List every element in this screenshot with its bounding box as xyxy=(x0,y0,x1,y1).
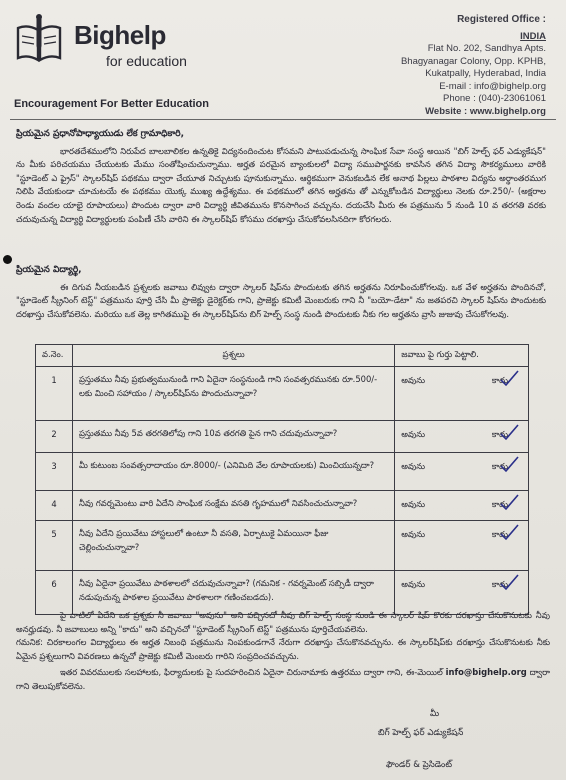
organization-signature: బిగ్ హెల్ప్ ఫర్ ఎడ్యుకేషన్ xyxy=(378,728,464,738)
bighelp-book-logo-icon xyxy=(14,14,64,66)
closing-word: మీ xyxy=(430,709,440,719)
contact-paragraph xyxy=(16,666,550,693)
note-paragraph: గమనిక: చిరకాలంగల విద్యార్థులు ఈ అర్హత నిబంధి పత్రమును నింపకుండగానే నేరుగా దరఖాస్తు చేసుకొనవచ్చును. ఈ స్కాలర్‌షిప్‌కు దరఖాస్తు చేసుకొనుటకు నీకు ఏమైన ప్రశ్నలుగాని వివరణలు ఉన్నచో ప్రాజెక్టు కమిటీ మెంబరు గారిని సంప్రదించవచ్చును. xyxy=(16,637,550,661)
address-line: Bhagyanagar Colony, Opp. KPHB, xyxy=(400,55,546,67)
checkmark-icon xyxy=(498,423,520,443)
answer-cell xyxy=(395,571,529,615)
salutation-headmaster: ప్రియమైన ప్రధానోపాధ్యాయుడు లేక గ్రామాధికారి, xyxy=(16,129,185,139)
student-paragraph: ఈ దిగువ నీయబడిన ప్రశ్నలకు జవాబు లివ్వుట ద్వారా స్కాలర్ షిప్‌ను పొందుటకు తగిన అర్హతను నిరూపించుకోగలవు. ఒక వేళ అర్హతను పొందినచో, "స్టూడెంట్ స్క్రీనింగ్ టెస్ట్" పత్రమును పూర్తి చేసి మీ ప్రాజెక్టు డైరెక్టర్‌కు గాని, ప్రాజెక్టు కమిటీ మెంబరుకు గాని నీ "బయో-డేటా" ను జతపరచి స్కాలర్ షిప్‌ను పొందుటకు దరఖాస్తు చేసుకోవలెను. మరియు ఒక తెల్ల కాగితముపై ఈ స్కాలర్‌షిప్‌ను బిగ్ హెల్ప్ సంస్థ నుండి పొందుటకు నీకు గల అర్హతను వ్రాసి జుజువు చేసుకోగలవు. xyxy=(16,281,546,319)
answer-cell xyxy=(395,521,529,571)
col-header-number: వ.నెం. xyxy=(36,345,73,367)
question-text: నీవు ఏదైనా ప్రయివేటు పాఠశాలలో చదువుచున్నావా? (గమనిక - గవర్నమెంట్ సబ్సిడీ ద్వారా నడుపుచున్న పాఠశాల ప్రయివేటు పాఠశాలగా గణించబడదు). xyxy=(72,571,394,615)
answer-no[interactable]: కాదు xyxy=(491,375,508,385)
table-header-row xyxy=(36,345,529,367)
office-heading: Registered Office : xyxy=(457,14,546,25)
brand-name: Bighelp xyxy=(74,20,166,50)
row-number: 1 xyxy=(36,367,73,421)
checkmark-icon xyxy=(498,455,520,475)
table-row xyxy=(36,521,529,571)
checkmark-icon xyxy=(498,369,520,389)
office-phone: Phone : (040)-23061061 xyxy=(443,93,546,104)
address-line: Flat No. 202, Sandhya Apts. xyxy=(427,43,546,54)
contact-email[interactable]: info@bighelp.org xyxy=(445,667,527,678)
answer-cell xyxy=(395,453,529,491)
checkmark-icon xyxy=(498,573,520,593)
table-row xyxy=(36,571,529,615)
question-text: ప్రస్తుతము నీవు 5వ తరగతిలోపు గాని 10వ తరగతి పైన గాని చదువుచున్నావా? xyxy=(72,421,394,453)
office-email: E-mail : info@bighelp.org xyxy=(439,80,546,92)
contact-text-end: ద్వారా గాని తెలుపుకోవలెను. xyxy=(16,667,550,691)
question-text: నీవు ఏదేని ప్రయివేటు హాస్టలులో ఉంటూ నీ వసతి, ఏర్పాటుకై ఏమయినా ఫీజు చెల్లించుచున్నావా? xyxy=(72,521,394,571)
office-website: Website : www.bighelp.org xyxy=(425,105,546,117)
question-text: నీవు గవర్నమెంటు వారి ఏదేని సాంఘిక సంక్షేమ వసతి గృహములో నివసించుచున్నావా? xyxy=(72,491,394,521)
table-row xyxy=(36,491,529,521)
letter-section-1 xyxy=(16,128,546,226)
table-row xyxy=(36,421,529,453)
row-number: 2 xyxy=(36,421,73,453)
intro-paragraph: భారతదేశములోని నిరుపేద బాలబాలికల ఉన్నతికై విద్యనందించుట కోసమని పాటుపడుచున్న సాంఘిక సేవా సంస్థ అయిన "బిగ్ హెల్ప్ ఫర్ ఎడ్యుకేషన్" ను మీకు పరిచయము చేయుటకు మేము సంతోషించుచున్నాము. అర్హత పరమైన బ్యాంకులలో విద్యా సముపార్జనకు కావసిన తగిన విద్యా సౌకర్యములు వారికి "స్టూడెంట్ ఎ ఫ్రైస్" స్కాలర్‌షిప్ పథకము ద్వారా చేయూత నిచ్చుటకు పూనుకున్నాము. ఆర్థికముగా వెనుకబడిన లేక అనాథ పిల్లలు పాఠశాల విద్యను అర్థాంతరముగ నిలిపి వేయకుండా చూచుటయే ఈ పథకము యొక్క ముఖ్య ఉద్దేశ్యము. ఈ పథకములో తగిన అర్హతను తో ఎన్నుకోబడిన విద్యార్థులు నెలకు రూ.250/- (అక్షరాల రెండు వందల యాభై రూపాయలు) పొందుట ద్వారా వారి విద్యార్థి జీవితమును కొనసాగించ వచ్చును. దయచేసి మీరు ఈ పత్రమును 5 నుండి 10 వ తరగతి వరకు చదువుచున్న విద్యార్థి విద్యార్థులకు పంపిణీ చేసి వారిని ఈ స్కాలర్‌షిప్ కోసము దరఖాస్తు చేసుకోవలసినదిగా కోరగలరు. xyxy=(16,145,546,224)
answer-yes[interactable]: అవును xyxy=(401,499,426,509)
contact-text: ఇతర వివరములకు సలహాలకు, ఫిర్యాదులకు పై సుదహరించిన ఏదైనా చిరునామాకు ఉత్తరము ద్వారా గాని, ఈ-మెయిల్ xyxy=(60,667,443,678)
question-text: మీ కుటుంబ సంవత్సరాదాయం రూ.8000/- (ఎనిమిది వేల రూపాయలకు) మించియున్నదా? xyxy=(72,453,394,491)
col-header-answer: జవాబు పై గుర్తు పెట్టాలి. xyxy=(395,345,529,367)
answer-no[interactable]: కాదు xyxy=(491,499,508,509)
answer-no[interactable]: కాదు xyxy=(491,461,508,471)
brand-block xyxy=(74,20,187,69)
answer-no[interactable]: కాదు xyxy=(491,579,508,589)
answer-no[interactable]: కాదు xyxy=(491,529,508,539)
question-text: ప్రస్తుతము నీవు ప్రభుత్వమునుండి గాని ఏదైనా సంస్థనుండి గాని సంవత్సరమునకు రూ.500/- లకు మించి సహాయం / స్కాలర్‌షిప్‌ను పొందుచున్నావా? xyxy=(72,367,394,421)
letter-section-2 xyxy=(16,264,546,321)
address-line: Kukatpally, Hyderabad, India xyxy=(425,68,546,79)
table-row xyxy=(36,453,529,491)
answer-yes[interactable]: అవును xyxy=(401,429,426,439)
col-header-questions: ప్రశ్నలు xyxy=(72,345,394,367)
punch-hole xyxy=(3,255,12,264)
answer-yes[interactable]: అవును xyxy=(401,461,426,471)
registered-office-address xyxy=(401,14,546,118)
answer-cell xyxy=(395,491,529,521)
office-country: INDIA xyxy=(520,30,546,42)
answer-cell xyxy=(395,367,529,421)
answer-yes[interactable]: అవును xyxy=(401,375,426,385)
row-number: 5 xyxy=(36,521,73,571)
table-row xyxy=(36,367,529,421)
row-number: 3 xyxy=(36,453,73,491)
brand-subtitle: for education xyxy=(106,53,187,69)
eligibility-question-table xyxy=(35,344,529,615)
row-number: 4 xyxy=(36,491,73,521)
answer-yes[interactable]: అవును xyxy=(401,579,426,589)
answer-yes[interactable]: అవును xyxy=(401,529,426,539)
footer-section xyxy=(16,609,550,694)
row-number: 6 xyxy=(36,571,73,615)
checkmark-icon xyxy=(498,523,520,543)
answer-no[interactable]: కాదు xyxy=(491,429,508,439)
answer-cell xyxy=(395,421,529,453)
salutation-student: ప్రియమైన విద్యార్థి, xyxy=(16,265,82,275)
letterhead-divider xyxy=(10,119,556,120)
tagline: Encouragement For Better Education xyxy=(14,98,209,110)
founder-title: ఫౌండర్ & ప్రెసిడెంట్ xyxy=(386,760,452,770)
checkmark-icon xyxy=(498,493,520,513)
ineligibility-paragraph: పై వాటిలో ఏదేని ఒక ప్రశ్నకు నీ జవాబు "అవును" అని వచ్చినచో నీవు బిగ్ హెల్ప్ సంస్థ నుండి ఈ స్కాలర్ షిప్ కొరకు దరఖాస్తు చేసుకొనుటకు నీవు అనర్హుడవు. నీ జవాబులు అన్ని "కాదు" అని వచ్చినచో "స్టూడెంట్ స్క్రీనింగ్ టెస్ట్" పత్రమును పూర్తిచేయవలెను. xyxy=(16,610,550,634)
